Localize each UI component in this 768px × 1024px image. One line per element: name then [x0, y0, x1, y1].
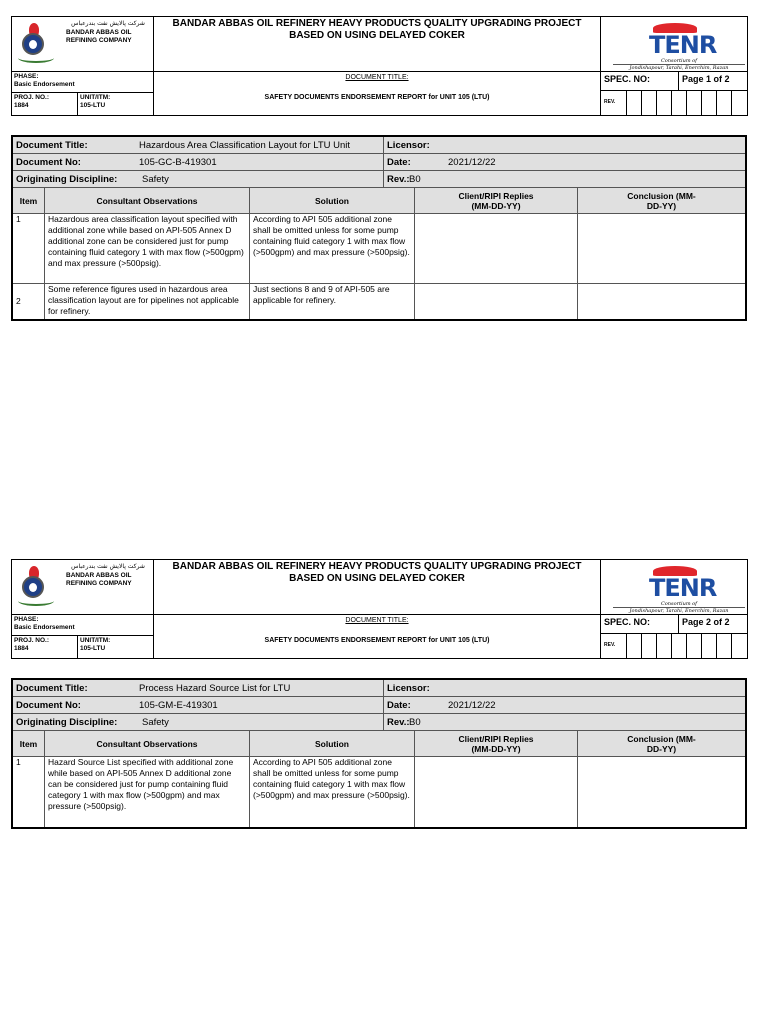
refinery-logo-icon	[18, 21, 58, 65]
phase-value: Basic Endorsement	[14, 81, 75, 88]
doc-title-value: SAFETY DOCUMENTS ENDORSEMENT REPORT for UNIT 105 (LTU)	[264, 637, 490, 644]
date-label: Date:	[387, 699, 411, 711]
doc-title-row	[13, 137, 745, 154]
row-conclusion	[578, 284, 745, 319]
unit-label: UNIT/ITM:	[80, 94, 111, 101]
discipline-row	[13, 171, 745, 188]
tenr-logo-icon	[631, 23, 731, 69]
table-header	[13, 731, 745, 757]
row-solution: According to API 505 additional zone shall be omitted unless for some pump containing fluid category 1 with max flow (>500gpm) and max pressure (>500psig).	[250, 214, 415, 283]
row-solution: Just sections 8 and 9 of API-505 are applicable for refinery.	[250, 284, 415, 319]
doc-no-row	[13, 154, 745, 171]
endorsement-table	[11, 678, 747, 829]
proj-no-value: 1884	[14, 102, 29, 109]
brand-name: TENR	[649, 31, 717, 59]
contractor-logo-cell	[601, 17, 747, 72]
date-value: 2021/12/22	[448, 156, 496, 168]
consortium-members: Jondishapour, Tarahi, Enerchim, Razan	[613, 64, 745, 71]
rev-value: B0	[409, 716, 421, 728]
brand-name: TENR	[649, 574, 717, 602]
row-observation: Hazard Source List specified with additional zone while based on API-505 Annex D additional zone can be considered just for pump containing fluid category 1 with max flow (>500gpm) and max pressure (>500psig).	[45, 757, 250, 827]
col-item: Item	[13, 731, 45, 756]
refinery-logo-icon	[18, 564, 58, 608]
table-header	[13, 188, 745, 214]
licensor-label: Licensor:	[387, 139, 430, 151]
spec-no-label: SPEC. NO:	[601, 615, 679, 634]
table-row	[13, 757, 745, 827]
company-name-en: BANDAR ABBAS OIL REFINING COMPANY	[66, 29, 132, 44]
row-item: 1	[13, 214, 45, 283]
discipline-label: Originating Discipline:	[16, 173, 118, 185]
spec-no-label: SPEC. NO:	[601, 72, 679, 91]
consortium-label: Consortium of	[660, 601, 698, 607]
document-no-label: Document No:	[16, 156, 81, 168]
document-header	[11, 16, 748, 116]
row-reply	[415, 214, 578, 283]
tenr-logo-icon	[631, 566, 731, 612]
rev-field-label: Rev.:	[387, 716, 410, 728]
company-name-fa: شرکت پالایش نفت بندرعباس	[71, 20, 145, 27]
document-no-label: Document No:	[16, 699, 81, 711]
project-title: BANDAR ABBAS OIL REFINERY HEAVY PRODUCTS QUALITY UPGRADING PROJECT BASED ON USING DELAYED COKER	[154, 560, 601, 615]
unit-field	[78, 93, 154, 115]
page-number: Page 1 of 2	[679, 72, 747, 91]
unit-field	[78, 636, 154, 658]
discipline-row	[13, 714, 745, 731]
licensor-label: Licensor:	[387, 682, 430, 694]
col-replies: Client/RIPI Replies (MM-DD-YY)	[415, 731, 578, 756]
row-item: 2	[13, 284, 45, 319]
rev-value: B0	[409, 173, 421, 185]
consortium-label: Consortium of	[660, 58, 698, 64]
table-row	[13, 284, 745, 319]
col-observations: Consultant Observations	[45, 188, 250, 213]
rev-label: REV.	[601, 634, 627, 658]
col-conclusion: Conclusion (MM-DD-YY)	[627, 733, 696, 754]
rev-label: REV.	[601, 91, 627, 115]
doc-no-row	[13, 697, 745, 714]
discipline-value: Safety	[142, 716, 169, 728]
revision-grid	[601, 634, 747, 658]
company-logo-cell	[12, 560, 154, 615]
phase-value: Basic Endorsement	[14, 624, 75, 631]
unit-value: 105-LTU	[80, 102, 106, 109]
document-title-value: Process Hazard Source List for LTU	[139, 682, 291, 694]
doc-title-field	[154, 615, 601, 658]
phase-field	[12, 72, 154, 93]
row-reply	[415, 757, 578, 827]
proj-no-field	[12, 93, 78, 115]
date-value: 2021/12/22	[448, 699, 496, 711]
proj-no-value: 1884	[14, 645, 29, 652]
unit-value: 105-LTU	[80, 645, 106, 652]
doc-title-label: DOCUMENT TITLE:	[345, 74, 409, 81]
col-conclusion: Conclusion (MM-DD-YY)	[627, 190, 696, 211]
row-item: 1	[13, 757, 45, 827]
revision-grid	[601, 91, 747, 115]
phase-label: PHASE:	[14, 616, 39, 623]
proj-no-field	[12, 636, 78, 658]
date-label: Date:	[387, 156, 411, 168]
col-solution: Solution	[250, 188, 415, 213]
doc-title-row	[13, 680, 745, 697]
col-replies: Client/RIPI Replies (MM-DD-YY)	[415, 188, 578, 213]
company-name-fa: شرکت پالایش نفت بندرعباس	[71, 563, 145, 570]
proj-no-label: PROJ. NO.:	[14, 94, 50, 101]
discipline-label: Originating Discipline:	[16, 716, 118, 728]
row-solution: According to API 505 additional zone shall be omitted unless for some pump containing fluid category 1 with max flow (>500gpm) and max pressure (>500psig).	[250, 757, 415, 827]
col-solution: Solution	[250, 731, 415, 756]
rev-field-label: Rev.:	[387, 173, 410, 185]
doc-title-value: SAFETY DOCUMENTS ENDORSEMENT REPORT for UNIT 105 (LTU)	[264, 94, 490, 101]
row-conclusion	[578, 757, 745, 827]
discipline-value: Safety	[142, 173, 169, 185]
document-title-label: Document Title:	[16, 139, 88, 151]
phase-label: PHASE:	[14, 73, 39, 80]
consortium-members: Jondishapour, Tarahi, Enerchim, Razan	[613, 607, 745, 614]
col-item: Item	[13, 188, 45, 213]
row-observation: Some reference figures used in hazardous area classification layout are for pipelines not applicable for refinery.	[45, 284, 250, 319]
project-title: BANDAR ABBAS OIL REFINERY HEAVY PRODUCTS QUALITY UPGRADING PROJECT BASED ON USING DELAYED COKER	[154, 17, 601, 72]
company-logo-cell	[12, 17, 154, 72]
company-name-en: BANDAR ABBAS OIL REFINING COMPANY	[66, 572, 132, 587]
row-conclusion	[578, 214, 745, 283]
table-row	[13, 214, 745, 284]
endorsement-table	[11, 135, 747, 321]
phase-field	[12, 615, 154, 636]
row-reply	[415, 284, 578, 319]
document-header	[11, 559, 748, 659]
row-observation: Hazardous area classification layout specified with additional zone while based on API-505 Annex D additional zone can be considered just for pump containing fluid category 1 with max flow (>500gpm) and max pressure (>500psig).	[45, 214, 250, 283]
document-no-value: 105-GM-E-419301	[139, 699, 218, 711]
document-title-label: Document Title:	[16, 682, 88, 694]
proj-no-label: PROJ. NO.:	[14, 637, 50, 644]
document-title-value: Hazardous Area Classification Layout for LTU Unit	[139, 139, 351, 151]
doc-title-field	[154, 72, 601, 115]
doc-title-label: DOCUMENT TITLE:	[345, 617, 409, 624]
document-no-value: 105-GC-B-419301	[139, 156, 217, 168]
contractor-logo-cell	[601, 560, 747, 615]
unit-label: UNIT/ITM:	[80, 637, 111, 644]
col-observations: Consultant Observations	[45, 731, 250, 756]
page-number: Page 2 of 2	[679, 615, 747, 634]
